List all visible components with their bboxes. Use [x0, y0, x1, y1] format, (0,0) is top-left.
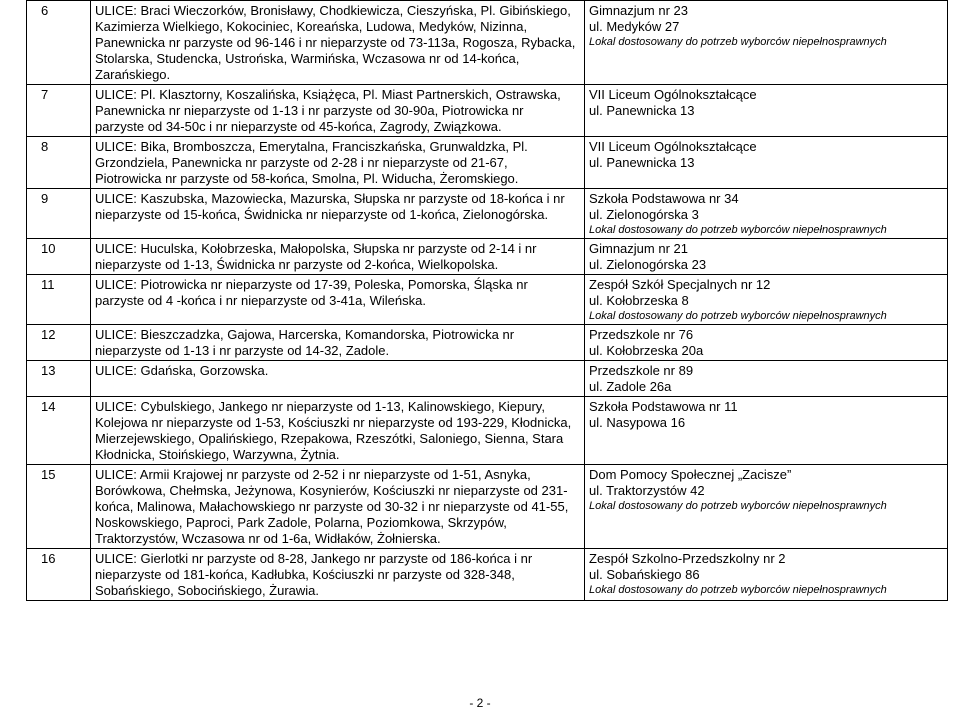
district-number: 13 — [27, 361, 91, 397]
polling-place-address: ul. Traktorzystów 42 — [589, 483, 705, 498]
polling-place — [585, 361, 948, 397]
polling-place — [585, 239, 948, 275]
page-number: - 2 - — [469, 696, 491, 710]
district-streets: ULICE: Bieszczadzka, Gajowa, Harcerska, Komandorska, Piotrowicka nr nieparzyste od 1-13 i nr parzyste od 14-32, Zadole. — [91, 325, 585, 361]
district-streets: ULICE: Piotrowicka nr nieparzyste od 17-39, Poleska, Pomorska, Śląska nr parzyste od 4 -końca i nr nieparzyste od 3-41a, Wileńska. — [91, 275, 585, 325]
polling-place — [585, 549, 948, 601]
polling-place-address: ul. Panewnicka 13 — [589, 103, 695, 118]
district-number: 7 — [27, 85, 91, 137]
table-row — [27, 239, 948, 275]
district-number: 6 — [27, 1, 91, 85]
accessibility-note: Lokal dostosowany do potrzeb wyborców niepełnosprawnych — [589, 224, 887, 236]
polling-place — [585, 275, 948, 325]
table-row — [27, 361, 948, 397]
accessibility-note: Lokal dostosowany do potrzeb wyborców niepełnosprawnych — [589, 310, 887, 322]
district-number: 12 — [27, 325, 91, 361]
polling-place-name: Zespół Szkolno-Przedszkolny nr 2 — [589, 551, 786, 566]
polling-place — [585, 465, 948, 549]
district-streets: ULICE: Bika, Bromboszcza, Emerytalna, Franciszkańska, Grunwaldzka, Pl. Grzondziela, Panewnicka nr parzyste od 2-28 i nr nieparzyste od 21-67, Piotrowicka nr parzyste od 58-końca, Smolna, Pl. Widucha, Żeromskiego. — [91, 137, 585, 189]
polling-place — [585, 137, 948, 189]
polling-place-name: Dom Pomocy Społecznej „Zacisze” — [589, 467, 792, 482]
table-row — [27, 325, 948, 361]
polling-place-name: VII Liceum Ogólnokształcące — [589, 139, 757, 154]
polling-place-address: ul. Panewnicka 13 — [589, 155, 695, 170]
district-streets: ULICE: Huculska, Kołobrzeska, Małopolska, Słupska nr parzyste od 2-14 i nr nieparzyste od 1-13, Świdnicka nr parzyste od 2-końca, Wielkopolska. — [91, 239, 585, 275]
polling-place-name: Szkoła Podstawowa nr 34 — [589, 191, 739, 206]
table-row — [27, 549, 948, 601]
accessibility-note: Lokal dostosowany do potrzeb wyborców niepełnosprawnych — [589, 584, 887, 596]
polling-place-address: ul. Nasypowa 16 — [589, 415, 686, 430]
polling-place-address: ul. Zielonogórska 23 — [589, 257, 707, 272]
document-page — [26, 0, 947, 601]
polling-place — [585, 325, 948, 361]
table-row — [27, 275, 948, 325]
district-streets: ULICE: Cybulskiego, Jankego nr nieparzyste od 1-13, Kalinowskiego, Kiepury, Kolejowa nr nieparzyste od 1-53, Kościuszki nr nieparzyste od 193-229, Kłodnicka, Mierzejewskiego, Opalińskiego, Rzepakowa, Rzeszótki, Saloniego, Sienna, Stara Kłodnicka, Stoińskiego, Warzywna, Żytnia. — [91, 397, 585, 465]
accessibility-note: Lokal dostosowany do potrzeb wyborców niepełnosprawnych — [589, 500, 887, 512]
district-number: 10 — [27, 239, 91, 275]
district-streets: ULICE: Braci Wieczorków, Bronisławy, Chodkiewicza, Cieszyńska, Pl. Gibińskiego, Kazimierza Wielkiego, Kokociniec, Koreańska, Ludowa, Medyków, Nizinna, Panewnicka nr parzyste od 96-146 i nr nieparzyste od 73-113a, Rogosza, Rybacka, Stolarska, Studencka, Ustrońska, Warmińska, Wczasowa nr od 14-końca, Zarańskiego. — [91, 1, 585, 85]
table-row — [27, 85, 948, 137]
polling-place-address: ul. Sobańskiego 86 — [589, 567, 700, 582]
polling-place-name: Przedszkole nr 89 — [589, 363, 694, 378]
district-streets: ULICE: Pl. Klasztorny, Koszalińska, Książęca, Pl. Miast Partnerskich, Ostrawska, Panewnicka nr nieparzyste od 1-13 i nr parzyste od 30-90a, Piotrowicka nr parzyste od 34-50c i nr nieparzyste od 45-końca, Zagrody, Związkowa. — [91, 85, 585, 137]
polling-districts-table — [26, 0, 948, 601]
district-streets: ULICE: Kaszubska, Mazowiecka, Mazurska, Słupska nr parzyste od 18-końca i nr nieparzyste od 15-końca, Świdnicka nr nieparzyste od 1-końca, Zielonogórska. — [91, 189, 585, 239]
table-body — [27, 1, 948, 601]
district-streets: ULICE: Armii Krajowej nr parzyste od 2-52 i nr nieparzyste od 1-51, Asnyka, Borówkowa, Chełmska, Jeżynowa, Kosynierów, Kościuszki nr nieparzyste od 231-końca, Malinowa, Małachowskiego nr parzyste od 30-32 i nr nieparzyste od 41-55, Noskowskiego, Paproci, Park Zadole, Polarna, Poziomkowa, Skrzypów, Traktorzystów, Wczasowa nr od 1-6a, Widłaków, Żołnierska. — [91, 465, 585, 549]
district-number: 14 — [27, 397, 91, 465]
polling-place-name: Zespół Szkół Specjalnych nr 12 — [589, 277, 771, 292]
table-row — [27, 397, 948, 465]
polling-place-address: ul. Zielonogórska 3 — [589, 207, 699, 222]
district-number: 8 — [27, 137, 91, 189]
table-row — [27, 465, 948, 549]
polling-place-name: VII Liceum Ogólnokształcące — [589, 87, 757, 102]
polling-place-name: Przedszkole nr 76 — [589, 327, 694, 342]
polling-place-address: ul. Zadole 26a — [589, 379, 672, 394]
polling-place-address: ul. Kołobrzeska 8 — [589, 293, 689, 308]
polling-place-address: ul. Kołobrzeska 20a — [589, 343, 704, 358]
polling-place-name: Szkoła Podstawowa nr 11 — [589, 399, 738, 414]
polling-place — [585, 85, 948, 137]
district-number: 16 — [27, 549, 91, 601]
table-row — [27, 189, 948, 239]
district-number: 11 — [27, 275, 91, 325]
polling-place — [585, 1, 948, 85]
district-streets: ULICE: Gierlotki nr parzyste od 8-28, Jankego nr parzyste od 186-końca i nr nieparzyste od 181-końca, Kadłubka, Kościuszki nr parzyste od 328-348, Sobańskiego, Sobocińskiego, Żurawia. — [91, 549, 585, 601]
table-row — [27, 1, 948, 85]
district-streets: ULICE: Gdańska, Gorzowska. — [91, 361, 585, 397]
table-row — [27, 137, 948, 189]
district-number: 9 — [27, 189, 91, 239]
accessibility-note: Lokal dostosowany do potrzeb wyborców niepełnosprawnych — [589, 36, 887, 48]
polling-place-name: Gimnazjum nr 21 — [589, 241, 688, 256]
district-number: 15 — [27, 465, 91, 549]
polling-place — [585, 397, 948, 465]
polling-place-name: Gimnazjum nr 23 — [589, 3, 688, 18]
polling-place — [585, 189, 948, 239]
polling-place-address: ul. Medyków 27 — [589, 19, 680, 34]
